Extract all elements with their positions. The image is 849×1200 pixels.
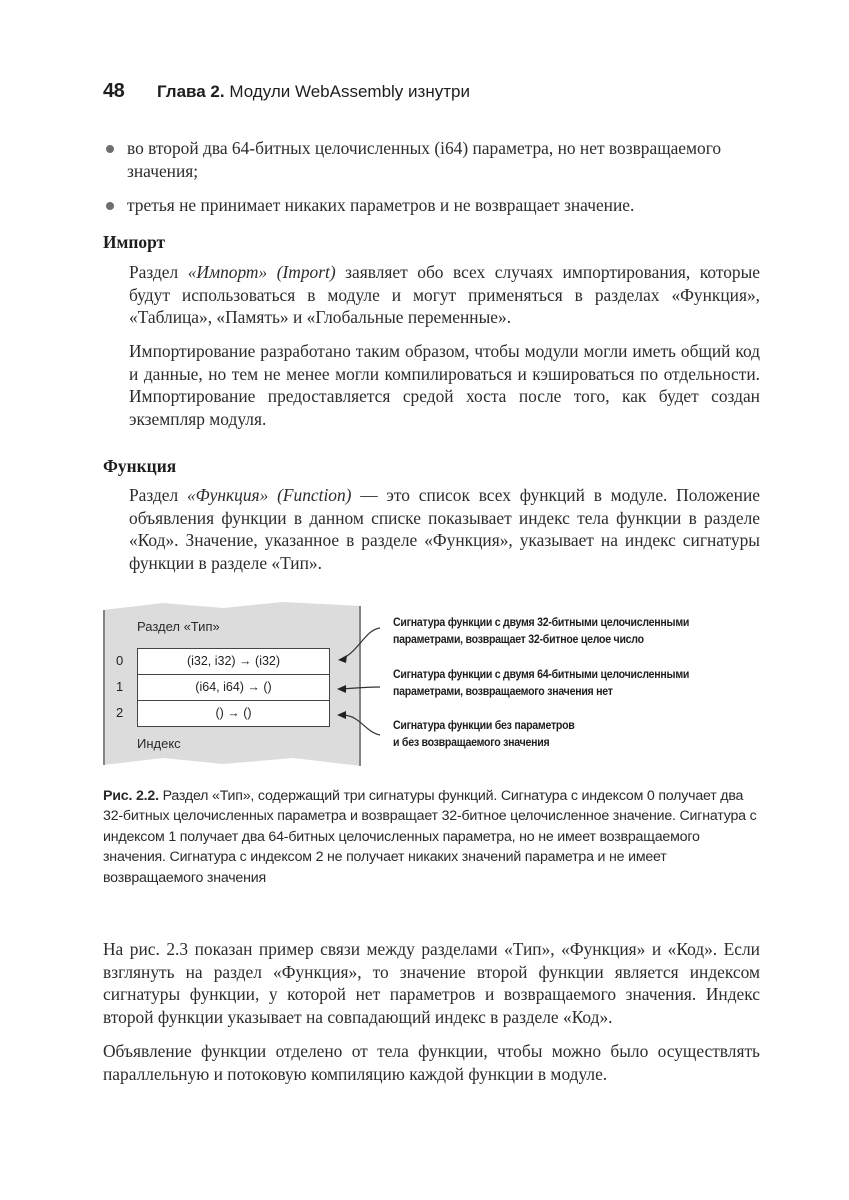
bullet-list: [103, 137, 763, 229]
figure-caption: Рис. 2.2. Раздел «Тип», содержащий три сигнатуры функций. Сигнатура с индексом 0 получает два 32-битных целочисленных параметра и возвращает 32-битное целочисленное значение. Сигнатура с индексом 1 получает два 64-битных целочисленных параметра, но не имеет возвращаемого значения. Сигнатура с индексом 2 не получает никаких значений параметра и не имеет возвращаемого значения: [103, 788, 757, 886]
index-label: Индекс: [137, 736, 181, 751]
page-number: 48: [103, 80, 125, 102]
body-paragraph-1: На рис. 2.3 показан пример связи между разделами «Тип», «Функция» и «Код». Если взглянуть на раздел «Функция», то значение второй функции является индексом сигнатуры функции, у которой нет параметров и возвращаемого значения. Индекс второй функции указывает на совпадающий индекс в разделе «Код».: [103, 939, 760, 1027]
function-paragraph: Раздел «Функция» (Function) — это список всех функций в модуле. Положение объявления функции в данном списке показывает индекс тела функции в разделе «Код». Значение, указанное в разделе «Функция», указывает на индекс сигнатуры функции в разделе «Тип».: [129, 485, 760, 573]
bullet-item: во второй два 64-битных целочисленных (i64) параметра, но нет возвращаемого значения;: [103, 137, 763, 182]
body-paragraph-2: Объявление функции отделено от тела функции, чтобы можно было осуществлять параллельную и потоковую компиляцию каждой функции в модуле.: [103, 1041, 760, 1084]
running-head: [103, 80, 470, 103]
callout-2: Сигнатура функции без параметров и без возвращаемого значения: [393, 718, 575, 749]
figure-caption-label: Рис. 2.2.: [103, 788, 159, 804]
arrow-head-icon: [337, 711, 346, 719]
import-paragraph-2: Импортирование разработано таким образом, чтобы модули могли иметь общий код и данные, но тем не менее могли компилироваться и кэшироваться по отдельности. Импортирование предоставляется средой хоста после того, как будет создан экземпляр модуля.: [129, 341, 760, 429]
row-index-0: 0: [116, 653, 124, 668]
signature-table: [137, 648, 330, 727]
row-index-2: 2: [116, 705, 124, 720]
callout-1: Сигнатура функции с двумя 64-битными целочисленными параметрами, возвращаемого значения нет: [393, 667, 690, 698]
row-index-1: 1: [116, 679, 124, 694]
callout-arrows: [330, 610, 400, 750]
signature-row-2: () → (): [138, 700, 329, 726]
signature-row-0: (i32, i32) → (i32): [186, 654, 281, 668]
arrow-head-icon: [338, 655, 347, 663]
chapter-label: Глава 2.: [156, 82, 225, 101]
signature-row-1: (i64, i64) → (): [138, 674, 329, 700]
bullet-icon: [106, 145, 114, 153]
bullet-item: третья не принимает никаких параметров и не возвращает значение.: [103, 194, 763, 217]
import-paragraph-1: Раздел «Импорт» (Import) заявляет обо всех случаях импортирования, которые будут использоваться в модуле и могут применяться в разделах «Функция», «Таблица», «Память» и «Глобальные переменные».: [129, 262, 760, 327]
type-section-label: Раздел «Тип»: [137, 619, 220, 634]
bullet-icon: [106, 202, 114, 210]
section-heading-import: Импорт: [103, 232, 166, 252]
callout-0: Сигнатура функции с двумя 32-битными целочисленными параметрами, возвращает 32-битное целое число: [393, 615, 690, 646]
arrow-head-icon: [337, 685, 346, 693]
function-term: «Функция» (Function): [186, 485, 352, 505]
import-term: «Импорт» (Import): [187, 262, 336, 282]
chapter-title: Модули WebAssembly изнутри: [229, 82, 470, 101]
section-heading-function: Функция: [103, 456, 177, 476]
type-section-figure: [103, 600, 361, 770]
